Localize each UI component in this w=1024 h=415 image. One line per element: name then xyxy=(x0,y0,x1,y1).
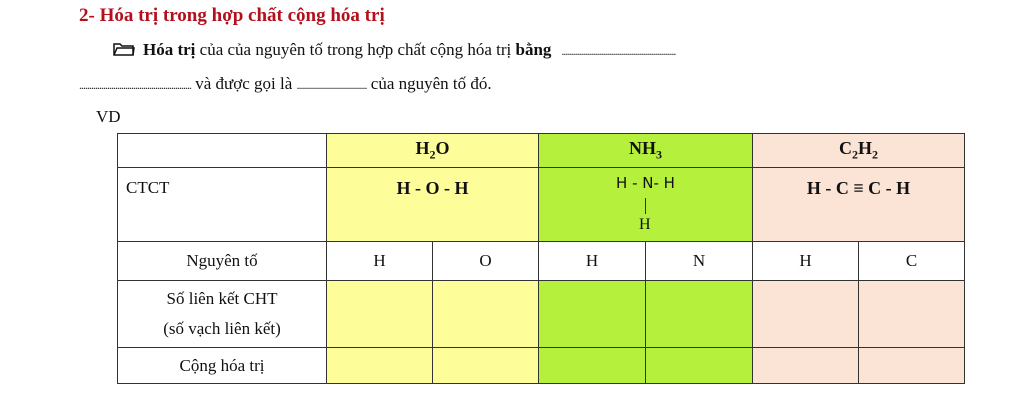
answer-cell[interactable] xyxy=(753,348,859,384)
table-row xyxy=(118,134,965,168)
table-cell-empty xyxy=(118,134,327,168)
answer-cell[interactable] xyxy=(433,281,539,348)
element-cell: H xyxy=(539,242,646,281)
definition-line-1 xyxy=(113,40,973,60)
structure-nh3 xyxy=(539,168,753,242)
example-label: VD xyxy=(96,107,121,126)
answer-cell[interactable] xyxy=(539,348,646,384)
definition-term-b: bằng xyxy=(515,40,552,59)
table-row xyxy=(118,348,965,384)
row-label-ctct: CTCT xyxy=(118,168,327,242)
compound-nh3: $NH_3$ xyxy=(539,134,753,168)
answer-cell[interactable] xyxy=(433,348,539,384)
blank-3[interactable]: ................................... xyxy=(296,78,367,92)
folder-icon xyxy=(113,41,135,55)
row-label-element: Nguyên tố xyxy=(118,242,327,281)
element-cell: H xyxy=(753,242,859,281)
row-label-bonds xyxy=(118,281,327,348)
answer-cell[interactable] xyxy=(646,281,753,348)
compound-h2o: $H_2O$ xyxy=(327,134,539,168)
nh3-bottom: H xyxy=(639,216,651,233)
definition-text-c: của nguyên tố đó. xyxy=(366,74,492,93)
element-cell: C xyxy=(859,242,965,281)
definition-text: của của nguyên tố trong hợp chất cộng hóa trị xyxy=(195,40,516,59)
element-cell: H xyxy=(327,242,433,281)
blank-2[interactable]: ........................................................ xyxy=(79,78,191,92)
valence-table xyxy=(117,133,965,384)
structure-c2h2: H - C ≡ C - H xyxy=(753,168,965,242)
element-cell: O xyxy=(433,242,539,281)
bonds-label-line-1: Số liên kết CHT xyxy=(166,289,278,308)
answer-cell[interactable] xyxy=(753,281,859,348)
answer-cell[interactable] xyxy=(646,348,753,384)
structure-h2o: H - O - H xyxy=(327,168,539,242)
section-title: 2- Hóa trị trong hợp chất cộng hóa trị xyxy=(79,5,385,26)
table-row xyxy=(118,281,965,348)
answer-cell[interactable] xyxy=(327,281,433,348)
element-cell: N xyxy=(646,242,753,281)
answer-cell[interactable] xyxy=(859,348,965,384)
definition-text-b: và được gọi là xyxy=(191,74,297,93)
nh3-top: H - N- H xyxy=(616,174,675,192)
compound-c2h2: $C_2H_2$ xyxy=(753,134,965,168)
table-row xyxy=(118,168,965,242)
answer-cell[interactable] xyxy=(859,281,965,348)
bonds-label-line-2: (số vạch liên kết) xyxy=(163,319,281,338)
row-label-valence: Cộng hóa trị xyxy=(118,348,327,384)
nh3-bond xyxy=(645,198,646,214)
answer-cell[interactable] xyxy=(327,348,433,384)
blank-1[interactable]: ......................................................... xyxy=(561,44,676,58)
definition-term: Hóa trị xyxy=(143,40,196,59)
table-row xyxy=(118,242,965,281)
answer-cell[interactable] xyxy=(539,281,646,348)
definition-line-2 xyxy=(79,74,979,94)
